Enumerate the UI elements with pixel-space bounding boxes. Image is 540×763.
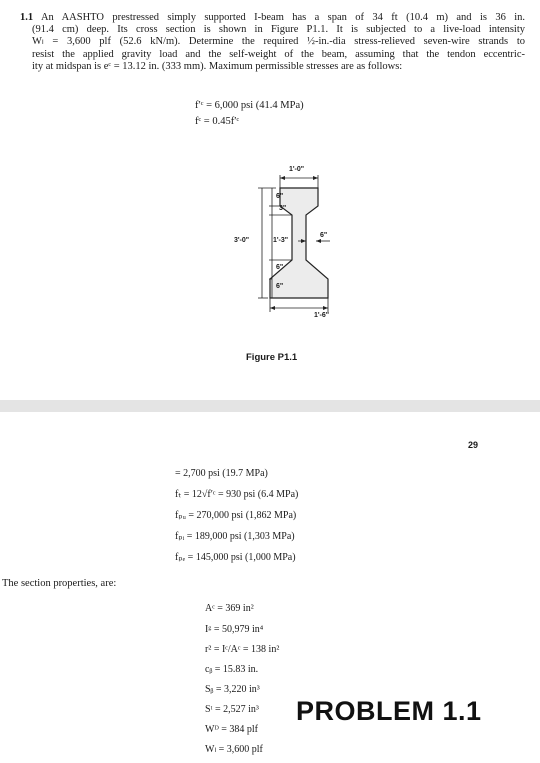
problem-line-5: ity at midspan is eᶜ = 13.12 in. (333 mm). Maximum permissible stresses are as follows: (32, 60, 403, 72)
stress-fpi: fₚᵢ = 189,000 psi (1,303 MPa) (175, 531, 295, 542)
problem-line-1: An AASHTO prestressed simply supported I-beam has a span of 34 ft (10.4 m) and is 36 in. (40, 12, 525, 23)
problem-stamp: PROBLEM 1.1 (296, 696, 482, 726)
problem-line-3: Wₗ = 3,600 plf (52.6 kN/m). Determine the required ½-in.-dia stress-relieved seven-wire strands to (32, 36, 525, 48)
section-properties-label: The section properties, are: (2, 578, 117, 589)
given-fc-prime: f′ᶜ = 6,000 psi (41.4 MPa) (195, 100, 304, 111)
dim-bottom-taper: 6" (276, 264, 284, 271)
problem-line-4: resist the applied gravity load and the self-weight of the beam, assuming that the tendon eccentric- (32, 48, 525, 60)
prop-wd: Wᴰ = 384 plf (205, 724, 258, 735)
prop-st: Sᵗ = 2,527 in³ (205, 704, 259, 715)
stress-ft: = 2,700 psi (19.7 MPa) (175, 468, 268, 479)
stress-fpu: fₚᵤ = 270,000 psi (1,862 MPa) (175, 510, 297, 521)
dim-top-flange: 6" (276, 193, 284, 200)
stress-fpe: fₚₑ = 145,000 psi (1,000 MPa) (175, 552, 296, 563)
dim-bottom-width: 1'-6" (314, 312, 330, 319)
given-fc: fᶜ = 0.45f′ᶜ (195, 116, 240, 127)
dim-top-width: 1'-0" (289, 166, 305, 173)
prop-inertia: Iᵍ = 50,979 in⁴ (205, 624, 264, 635)
problem-line-2: (91.4 cm) deep. Its cross section is shown in Figure P1.1. It is subjected to a live-load intensity (32, 24, 525, 36)
dim-depth: 3'-0" (234, 237, 250, 244)
dim-top-taper: 3" (279, 205, 287, 212)
problem-number: 1.1 (20, 12, 34, 23)
dim-bottom-flange: 6" (276, 283, 284, 290)
stress-fr: fₜ = 12√f′ᶜ = 930 psi (6.4 MPa) (175, 489, 299, 500)
textbook-page-bottom (0, 412, 540, 763)
prop-radius-gyration: r² = Iᶜ/Aᶜ = 138 in² (205, 644, 280, 655)
page-number: 29 (468, 440, 479, 450)
dim-web-height: 1'-3" (273, 237, 289, 244)
figure-caption: Figure P1.1 (246, 352, 298, 363)
prop-area: Aᶜ = 369 in² (205, 603, 254, 614)
prop-cb: cᵦ = 15.83 in. (205, 664, 259, 675)
prop-sb: Sᵦ = 3,220 in³ (205, 684, 260, 695)
page-separator (0, 400, 540, 412)
dim-web-width: 6" (320, 232, 328, 239)
prop-wl: Wₗ = 3,600 plf (205, 744, 263, 755)
